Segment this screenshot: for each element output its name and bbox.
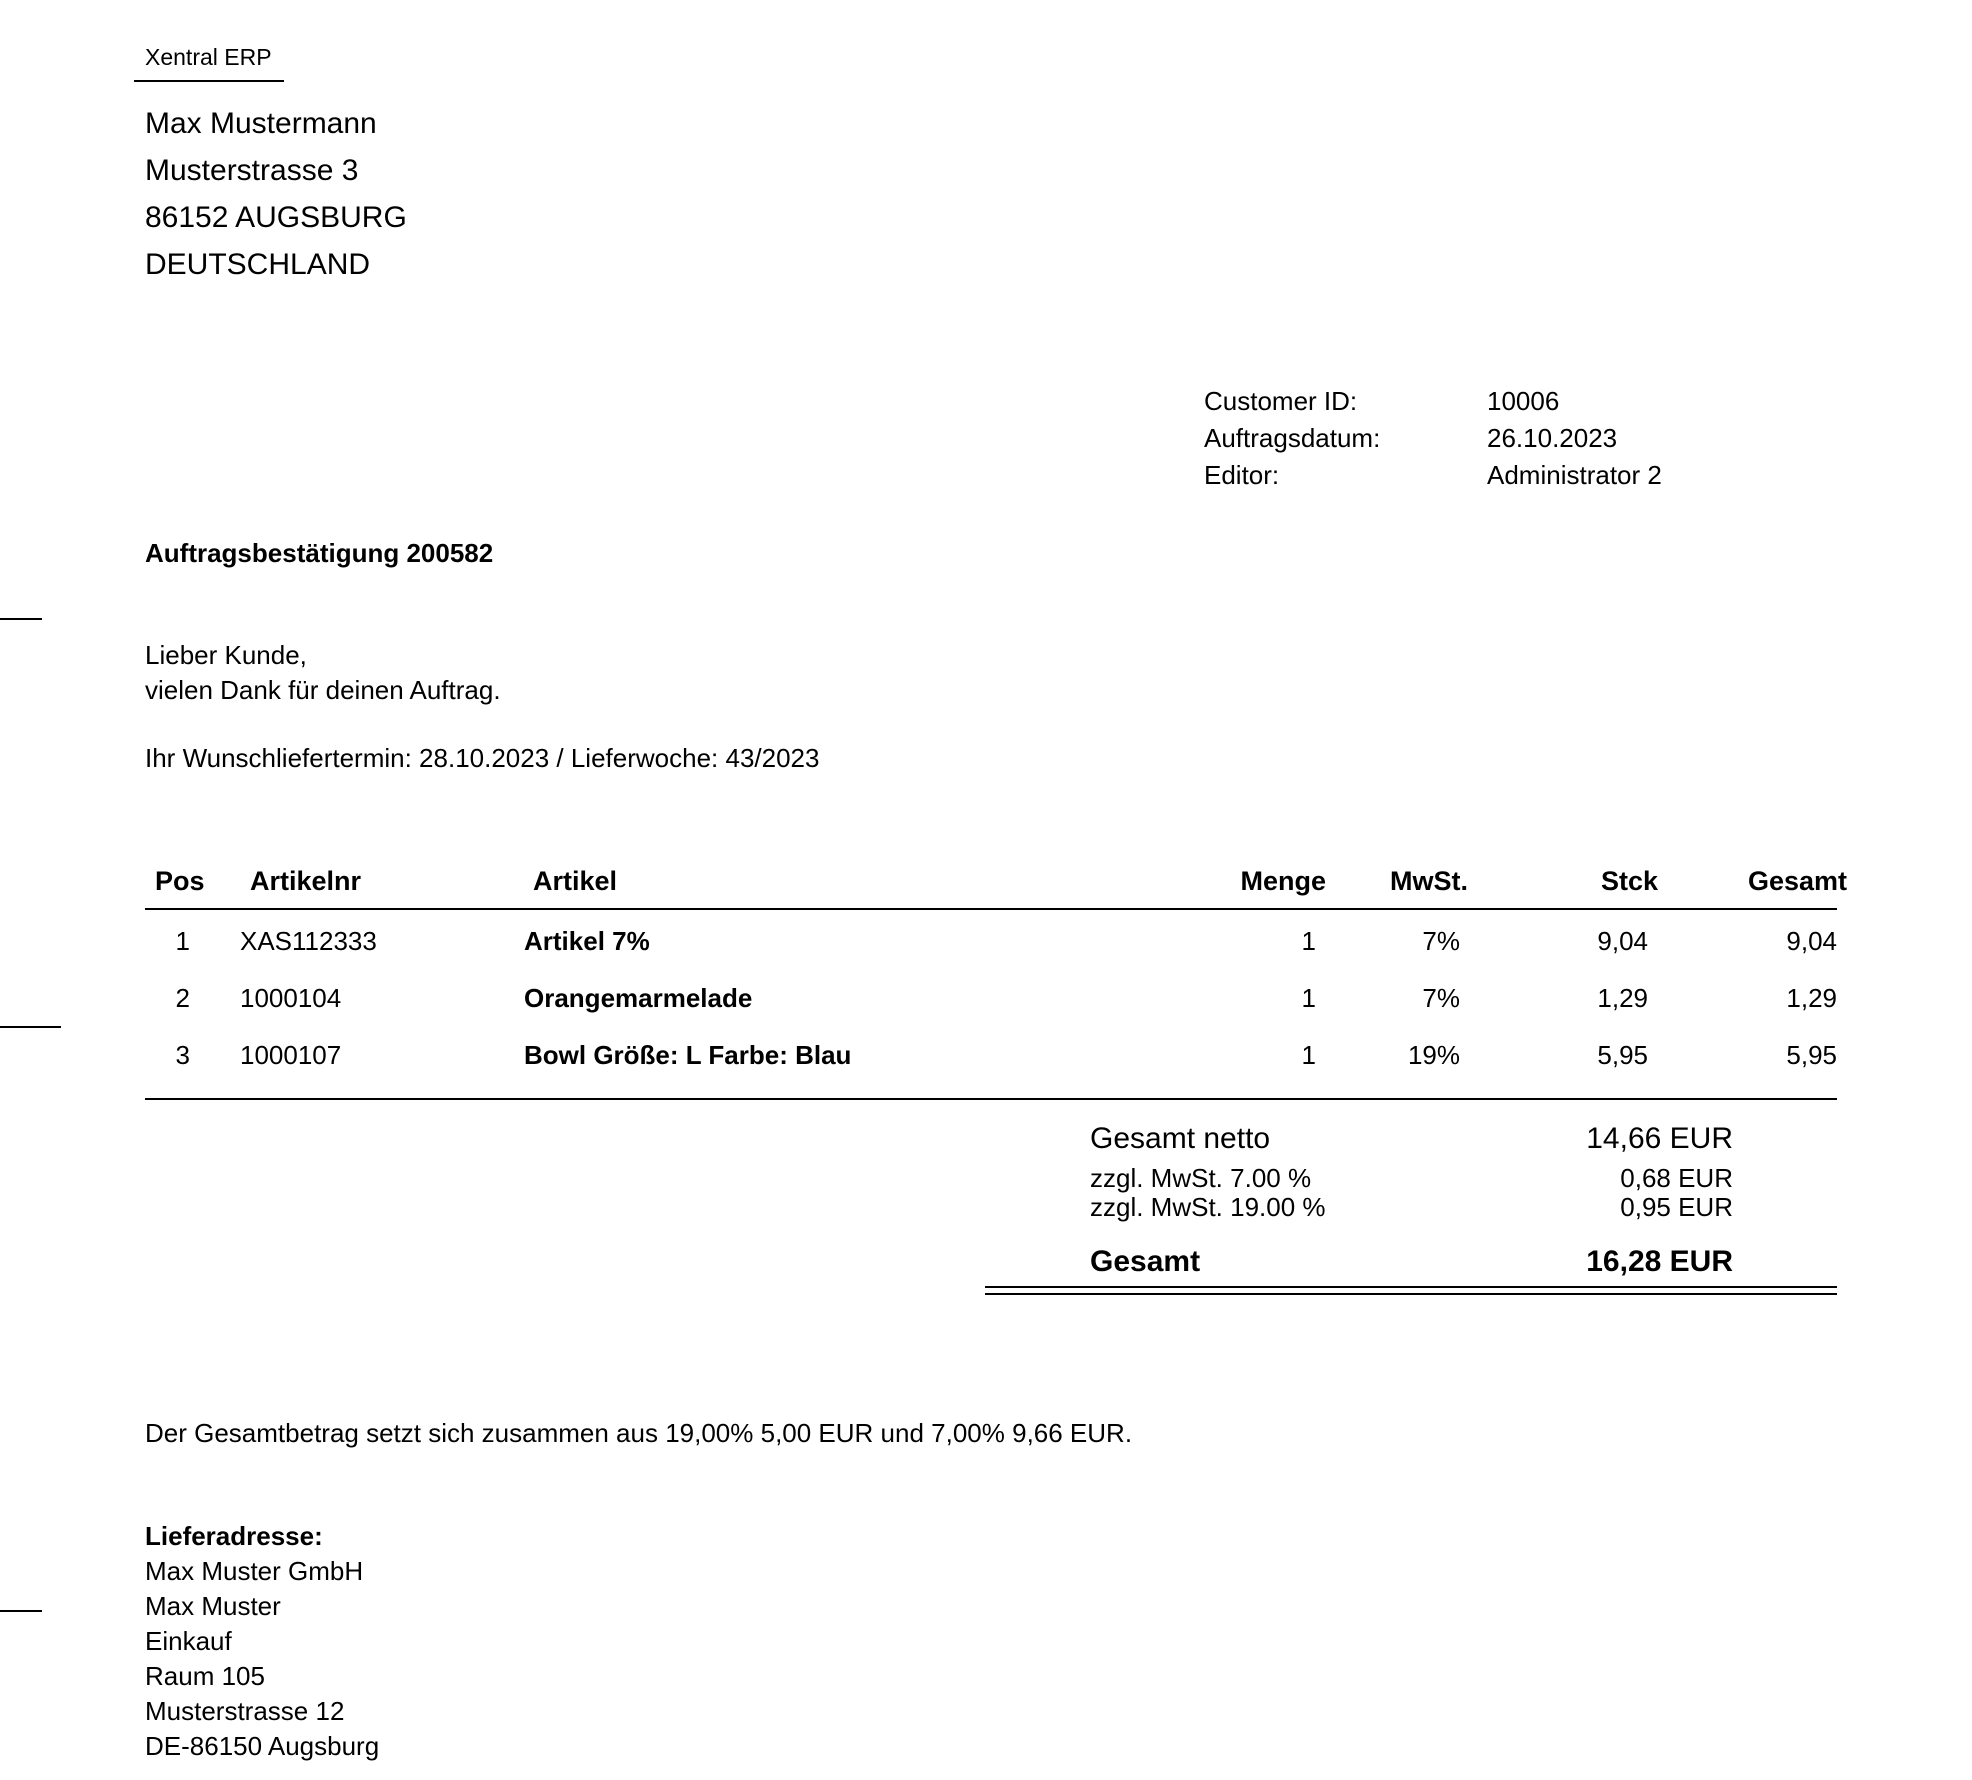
editor-value: Administrator 2 — [1487, 460, 1662, 490]
thanks-text: vielen Dank für deinen Auftrag. — [145, 675, 501, 705]
header-artikel: Artikel — [533, 866, 618, 896]
header-artikelnr: Artikelnr — [250, 866, 362, 896]
delivery-city: DE-86150 Augsburg — [145, 1731, 380, 1761]
row-menge: 1 — [1301, 983, 1316, 1013]
greeting — [145, 638, 501, 708]
net-total-value: 14,66 EUR — [1586, 1122, 1733, 1155]
recipient-address — [145, 100, 407, 288]
table-bottom-rule — [145, 1098, 1837, 1100]
row-pos: 2 — [175, 983, 190, 1013]
salutation: Lieber Kunde, — [145, 640, 307, 670]
vat7-label: zzgl. MwSt. 7.00 % — [1090, 1163, 1312, 1193]
row-artikel: Orangemarmelade — [524, 983, 753, 1013]
grand-total-label: Gesamt — [1090, 1245, 1201, 1278]
delivery-date-line: Ihr Wunschliefertermin: 28.10.2023 / Lieferwoche: 43/2023 — [145, 743, 820, 773]
editor-row — [1204, 457, 1662, 494]
customer-id-label: Customer ID: — [1204, 386, 1358, 416]
recipient-name: Max Mustermann — [145, 107, 377, 140]
header-pos: Pos — [155, 866, 205, 896]
customer-id-value: 10006 — [1487, 386, 1560, 416]
delivery-company: Max Muster GmbH — [145, 1556, 364, 1586]
row-mwst: 7% — [1422, 983, 1460, 1013]
delivery-address-heading: Lieferadresse: — [145, 1521, 323, 1551]
grand-total-double-rule-bottom — [985, 1293, 1837, 1295]
row-pos: 3 — [175, 1040, 190, 1070]
header-gesamt: Gesamt — [1747, 866, 1847, 896]
order-date-row — [1204, 420, 1662, 457]
delivery-address — [145, 1519, 379, 1764]
grand-total-value: 16,28 EUR — [1586, 1245, 1733, 1278]
sender-company: Xentral ERP — [145, 44, 272, 70]
row-artikelnr: 1000107 — [240, 1040, 342, 1070]
vat19-label: zzgl. MwSt. 19.00 % — [1090, 1192, 1326, 1222]
recipient-street: Musterstrasse 3 — [145, 154, 359, 187]
grand-total-double-rule-top — [985, 1286, 1837, 1288]
row-artikel: Bowl Größe: L Farbe: Blau — [524, 1040, 852, 1070]
row-gesamt: 9,04 — [1786, 926, 1837, 956]
header-menge: Menge — [1240, 866, 1326, 896]
vat7-value: 0,68 EUR — [1620, 1163, 1733, 1193]
row-mwst: 7% — [1422, 926, 1460, 956]
customer-id-row — [1204, 383, 1662, 420]
delivery-department: Einkauf — [145, 1626, 232, 1656]
row-pos: 1 — [175, 926, 190, 956]
fold-mark — [0, 1610, 42, 1612]
table-header-rule — [145, 908, 1837, 910]
row-menge: 1 — [1301, 926, 1316, 956]
punch-mark — [0, 1026, 61, 1028]
recipient-city: 86152 AUGSBURG — [145, 201, 407, 234]
recipient-country: DEUTSCHLAND — [145, 248, 371, 281]
row-stck: 5,95 — [1597, 1040, 1648, 1070]
fold-mark — [0, 618, 42, 620]
row-mwst: 19% — [1407, 1040, 1460, 1070]
net-total-label: Gesamt netto — [1090, 1122, 1271, 1155]
order-date-label: Auftragsdatum: — [1204, 423, 1381, 453]
delivery-street: Musterstrasse 12 — [145, 1696, 345, 1726]
order-info-block — [1204, 383, 1662, 494]
row-artikelnr: 1000104 — [240, 983, 342, 1013]
vat19-value: 0,95 EUR — [1620, 1192, 1733, 1222]
row-artikelnr: XAS112333 — [240, 926, 377, 956]
row-menge: 1 — [1301, 1040, 1316, 1070]
editor-label: Editor: — [1204, 460, 1280, 490]
order-date-value: 26.10.2023 — [1487, 423, 1618, 453]
header-stck: Stck — [1600, 866, 1658, 896]
row-stck: 1,29 — [1597, 983, 1648, 1013]
document-title: Auftragsbestätigung 200582 — [145, 538, 494, 568]
row-stck: 9,04 — [1597, 926, 1648, 956]
sender-underline — [134, 80, 284, 82]
header-mwst: MwSt. — [1390, 866, 1468, 896]
delivery-room: Raum 105 — [145, 1661, 265, 1691]
row-gesamt: 5,95 — [1786, 1040, 1837, 1070]
row-gesamt: 1,29 — [1786, 983, 1837, 1013]
row-artikel: Artikel 7% — [524, 926, 650, 956]
delivery-contact: Max Muster — [145, 1591, 281, 1621]
vat-summary-text: Der Gesamtbetrag setzt sich zusammen aus 19,00% 5,00 EUR und 7,00% 9,66 EUR. — [145, 1418, 1133, 1448]
